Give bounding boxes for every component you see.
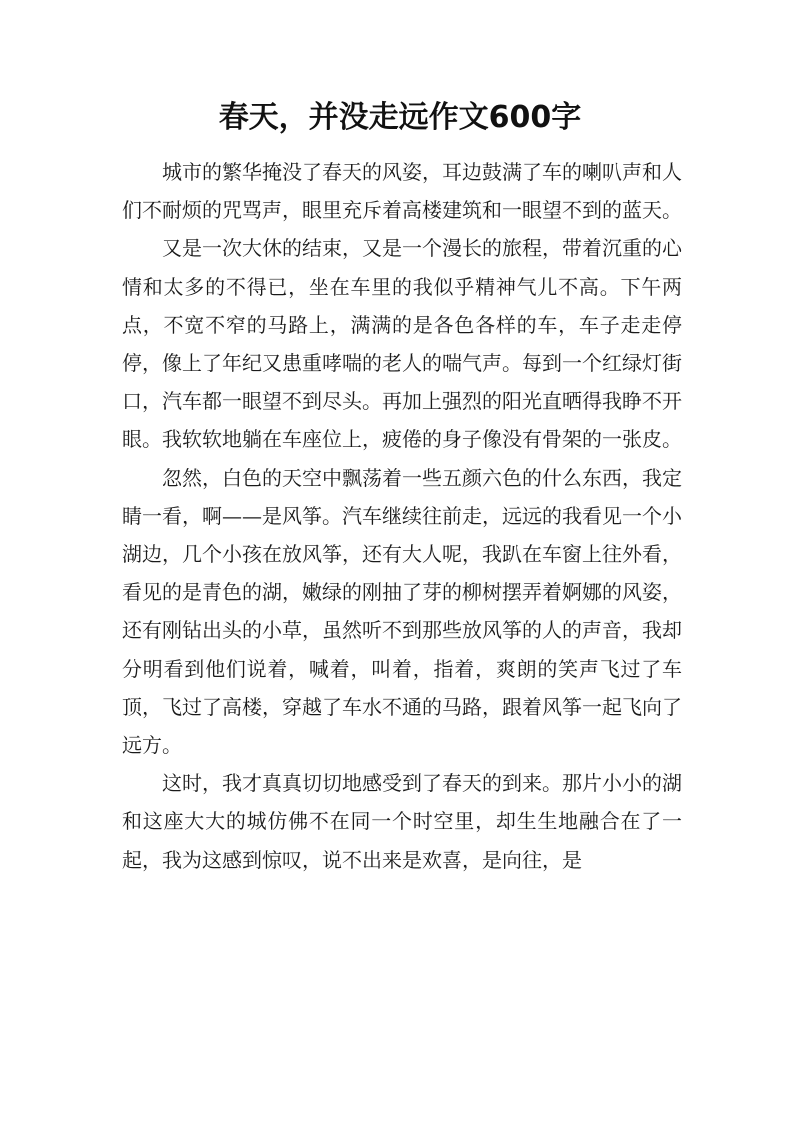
paragraph: 这时，我才真真切切地感受到了春天的到来。那片小小的湖和这座大大的城仿佛不在同一个时空里，却生生地融合在了一起，我为这感到惊叹，说不出来是欢喜，是向往，是 bbox=[122, 771, 682, 872]
paragraph: 又是一次大休的结束，又是一个漫长的旅程，带着沉重的心情和太多的不得已，坐在车里的我似乎精神气儿不高。下午两点，不宽不窄的马路上，满满的是各色各样的车，车子走走停停，像上了年纪又患重哮喘的老人的喘气声。每到一个红绿灯街口，汽车都一眼望不到尽头。再加上强烈的阳光直晒得我睁不开眼。我软软地躺在车座位上，疲倦的身子像没有骨架的一张皮。 bbox=[122, 236, 682, 452]
paragraph: 忽然，白色的天空中飘荡着一些五颜六色的什么东西，我定睛一看，啊——是风筝。汽车继续往前走，远远的我看见一个小湖边，几个小孩在放风筝，还有大人呢，我趴在车窗上往外看，看见的是青色的湖，嫩绿的刚抽了芽的柳树摆弄着婀娜的风姿，还有刚钻出头的小草，虽然听不到那些放风筝的人的声音，我却分明看到他们说着，喊着，叫着，指着，爽朗的笑声飞过了车顶，飞过了高楼，穿越了车水不通的马路，跟着风筝一起飞向了远方。 bbox=[122, 465, 682, 758]
document-title: 春天，并没走远作文600字 bbox=[218, 100, 582, 135]
paragraph: 城市的繁华掩没了春天的风姿，耳边鼓满了车的喇叭声和人们不耐烦的咒骂声，眼里充斥着高楼建筑和一眼望不到的蓝天。 bbox=[122, 160, 682, 223]
document-body bbox=[122, 153, 682, 879]
